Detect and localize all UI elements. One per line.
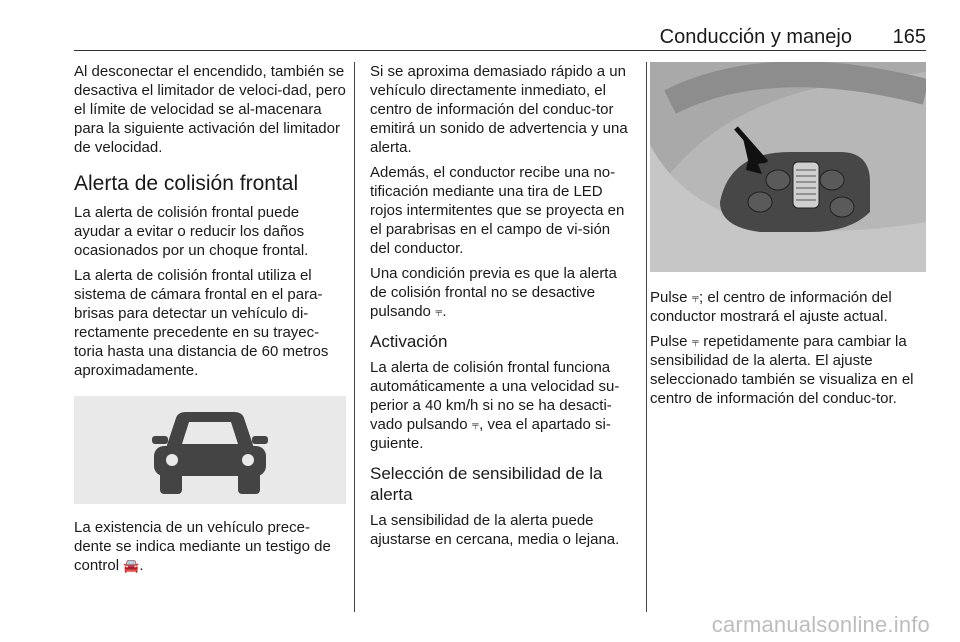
column-divider [646,62,647,612]
section-title: Conducción y manejo [659,26,852,48]
column-left [74,62,346,581]
steering-wheel-controls-illustration [650,62,926,272]
paragraph [650,288,926,326]
paragraph: La alerta de colisión frontal utiliza el sistema de cámara frontal en el para-brisas para detectar un vehículo di-rectamente precedente en su trayec-toria hasta una distancia de 60 metros aproximadamente. [74,267,329,379]
paragraph: Si se aproxima demasiado rápido a un vehículo directamente inmediato, el centro de información del conduc-tor emitirá un sonido de advertencia y una alerta. [370,63,628,156]
collision-alert-button-icon: ⫧ [471,417,480,432]
steering-wheel-figure [650,62,926,272]
vehicle-ahead-icon: 🚘 [123,558,140,573]
paragraph [650,332,926,408]
paragraph [370,358,634,453]
collision-alert-button-icon: ⫧ [691,334,700,349]
paragraph: La alerta de colisión frontal puede ayudar a evitar o reducir los daños ocasionados por un choque frontal. [74,204,309,259]
paragraph-text: La alerta de colisión frontal funciona automáticamente a una velocidad su-perior a 40 km/h si no se ha desacti-vado pulsando [370,359,620,433]
paragraph-text: La existencia de un vehículo prece-dente se indica mediante un testigo de control [74,519,331,574]
header-rule [74,50,926,51]
paragraph-text: Pulse [650,289,688,306]
paragraph: Al desconectar el encendido, también se desactiva el limitador de veloci-dad, pero el límite de velocidad se al-macenara para la siguiente activación del limitador de velocidad. [74,63,346,156]
collision-alert-button-icon: ⫧ [691,290,700,305]
paragraph-text: ; el centro de información del conductor mostrará el ajuste actual. [650,289,892,325]
column-right [650,62,926,414]
paragraph: La sensibilidad de la alerta puede ajustarse en cercana, media o lejana. [370,512,620,548]
watermark: carmanualsonline.info [711,612,930,637]
paragraph-text: repetidamente para cambiar la sensibilidad de la alerta. El ajuste seleccionado también se visualiza en el centro de información del conduc-tor. [650,333,914,407]
paragraph-text: Pulse [650,333,688,350]
column-divider [354,62,355,612]
paragraph: Además, el conductor recibe una no-tificación mediante una tira de LED rojos intermitentes que se proyecta en el parabrisas en el campo de vi-sión del conductor. [370,164,625,257]
paragraph [370,264,634,321]
section-heading: Alerta de colisión frontal [74,172,299,195]
collision-alert-button-icon: ⫧ [435,304,443,319]
paragraph [74,518,346,575]
vehicle-ahead-figure [74,396,346,504]
subsection-heading: Activación [370,332,448,351]
vehicle-ahead-icon [146,408,274,496]
page-number: 165 [892,26,926,48]
column-middle [370,62,634,555]
subsection-heading: Selección de sensibilidad de la alerta [370,464,603,504]
paragraph-text-end: . [139,557,144,574]
paragraph-text: Una condición previa es que la alerta de colisión frontal no se desactive pulsando [370,265,617,320]
paragraph-text-end: , vea el apartado si-guiente. [370,416,611,452]
paragraph-text-end: . [442,303,447,320]
